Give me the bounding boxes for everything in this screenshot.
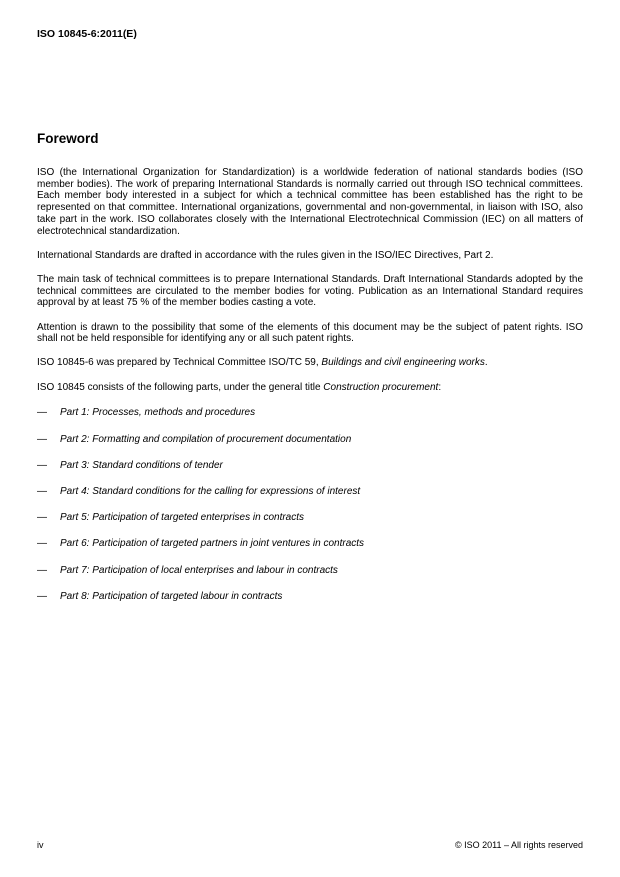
general-title: Construction procurement [323, 381, 439, 393]
prepared-by-text: ISO 10845-6 was prepared by Technical Committee ISO/TC 59, [37, 357, 322, 369]
document-id: ISO 10845-6:2011(E) [37, 28, 137, 40]
list-item-part-7 [37, 565, 583, 577]
list-item-part-6 [37, 538, 583, 550]
prepared-by-period: . [484, 357, 488, 369]
list-dash: — [37, 407, 47, 419]
part-title: Part 1: Processes, methods and procedures [60, 407, 256, 419]
parts-list [37, 407, 583, 602]
list-item-part-5 [37, 512, 583, 524]
list-dash: — [37, 485, 47, 497]
consists-of-text: ISO 10845 consists of the following parts, under the general title [37, 381, 324, 393]
list-dash: — [37, 459, 47, 471]
document-footer [37, 840, 583, 851]
committee-title: Buildings and civil engineering works [321, 357, 485, 369]
paragraph-prepared-by [37, 357, 583, 369]
part-title: Part 4: Standard conditions for the calling for expressions of interest [60, 485, 361, 497]
list-item-part-1 [37, 407, 583, 419]
part-title: Part 8: Participation of targeted labour in contracts [60, 590, 283, 602]
list-dash: — [37, 538, 47, 550]
list-dash: — [37, 512, 47, 524]
part-title: Part 2: Formatting and compilation of procurement documentation [60, 433, 352, 445]
part-title: Part 3: Standard conditions of tender [60, 459, 223, 471]
paragraph-iso-federation: ISO (the International Organization for Standardization) is a worldwide federation of national standards bodies (ISO member bodies). The work of preparing International Standards is normally carried out through ISO technical committees. Each member body interested in a subject for which a technical committee has been established has the right to be represented on that committee. International organizations, governmental and non-governmental, in liaison with ISO, also take part in the work. ISO collaborates closely with the International Electrotechnical Commission (IEC) on all matters of electrotechnical standardization. [37, 167, 583, 237]
list-item-part-2 [37, 434, 583, 446]
section-title: Foreword [37, 131, 99, 146]
part-title: Part 6: Participation of targeted partners in joint ventures in contracts [60, 538, 365, 550]
paragraph-consists-of [37, 382, 583, 394]
list-dash: — [37, 433, 47, 445]
foreword-section [37, 131, 583, 602]
paragraph-patent-rights: Attention is drawn to the possibility that some of the elements of this document may be the subject of patent rights. ISO shall not be held responsible for identifying any or all such patent rights. [37, 321, 583, 345]
document-header [37, 28, 583, 41]
list-dash: — [37, 590, 47, 602]
list-item-part-8 [37, 591, 583, 603]
list-item-part-3 [37, 460, 583, 472]
paragraph-main-task: The main task of technical committees is to prepare International Standards. Draft International Standards adopted by the technical committees are circulated to the member bodies for voting. Publication as an International Standard requires approval by at least 75 % of the member bodies casting a vote. [37, 273, 583, 309]
part-title: Part 7: Participation of local enterprises and labour in contracts [60, 564, 338, 576]
paragraph-directives: International Standards are drafted in accordance with the rules given in the ISO/IEC Directives, Part 2. [37, 249, 494, 261]
page-number: iv [37, 840, 44, 850]
list-item-part-4 [37, 486, 583, 498]
copyright-notice: © ISO 2011 – All rights reserved [454, 840, 583, 850]
consists-of-colon: : [438, 381, 442, 393]
list-dash: — [37, 564, 47, 576]
part-title: Part 5: Participation of targeted enterprises in contracts [60, 512, 305, 524]
